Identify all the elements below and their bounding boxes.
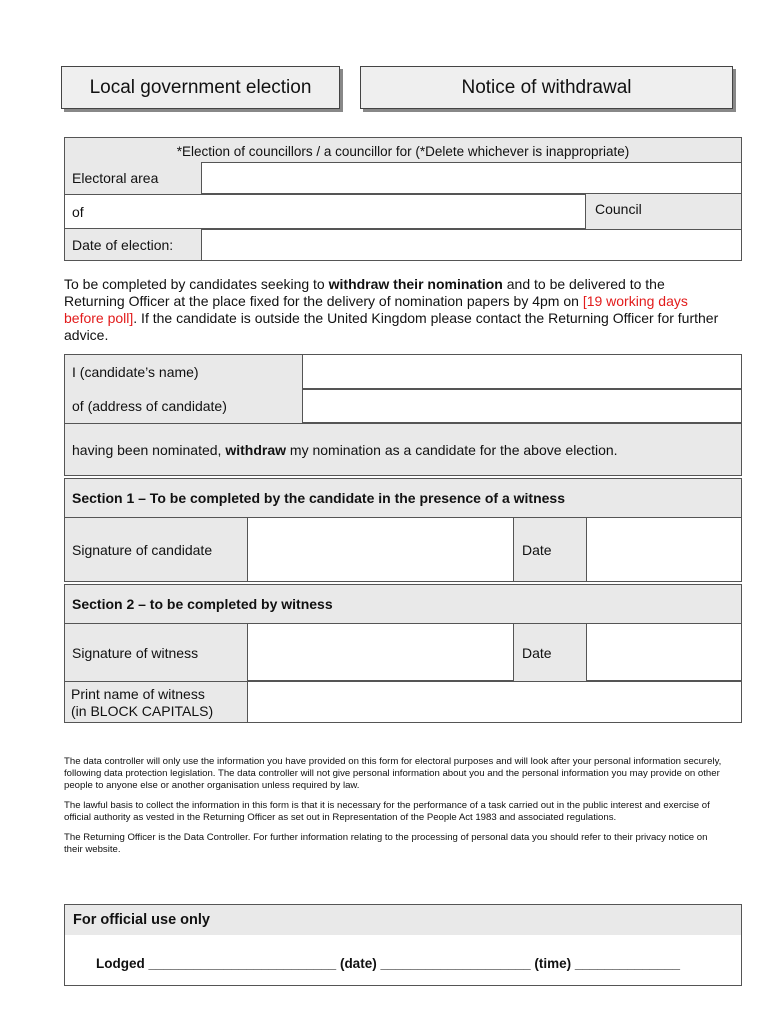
instructions-bold: withdraw their nomination [328, 276, 503, 292]
official-use-title: For official use only [65, 905, 741, 935]
section2-title: Section 2 – to be completed by witness [72, 595, 333, 612]
candidate-address-field[interactable] [302, 389, 742, 423]
section1-date-label: Date [514, 517, 586, 582]
electoral-area-label: Electoral area [72, 170, 159, 186]
date-of-election-label: Date of election: [72, 237, 174, 253]
privacy-paragraph-1: The data controller will only use the information you have provided on this form for electoral purposes and will look after your personal information securely, following data protection legislation. The data controller will not give personal information about you and the personal information you may provide on other people to anyone else or another organisation unless required by law. [64, 756, 722, 791]
privacy-paragraph-2: The lawful basis to collect the information in this form is that it is necessary for the performance of a task carried out in the public interest and exercise of official authority as vested in the Returning Officer as set out in Representation of the People Act 1983 and associated regulations. [64, 800, 710, 823]
instructions-part1: To be completed by candidates seeking to [64, 276, 329, 292]
privacy-paragraph-3: The Returning Officer is the Data Controller. For further information relating to the processing of personal data you should refer to their privacy notice on their website. [64, 832, 708, 855]
of-label: of [72, 203, 84, 220]
lodged-line: Lodged _________________________ (date) ____________________ (time) ______________ [96, 956, 680, 971]
form-title: Notice of withdrawal [461, 76, 632, 98]
instructions-part2: and to be delivered to the Returning Officer at the place fixed for the delivery of nomination papers by 4pm on [64, 276, 665, 309]
witness-print-name-label [64, 681, 247, 723]
section2-date-label: Date [514, 623, 586, 681]
election-heading: *Election of councillors / a councillor for (*Delete whichever is inappropriate) [176, 144, 630, 159]
witness-signature-field[interactable] [247, 623, 514, 681]
section1-title: Section 1 – To be completed by the candidate in the presence of a witness [72, 489, 565, 506]
witness-print-name-field[interactable] [247, 681, 742, 723]
header-left-title-box [61, 66, 340, 109]
election-type-title: Local government election [89, 76, 312, 98]
candidate-name-field[interactable] [302, 354, 742, 389]
withdrawal-statement [64, 423, 742, 476]
council-label: Council [595, 201, 642, 217]
header-right-title-box [360, 66, 733, 109]
statement-post: my nomination as a candidate for the above election. [286, 442, 618, 458]
candidate-signature-field[interactable] [247, 517, 514, 582]
candidate-address-label: of (address of candidate) [72, 398, 227, 414]
statement-pre: having been nominated, [72, 442, 226, 458]
witness-signature-label: Signature of witness [64, 623, 247, 681]
print-name-line1: Print name of witness [71, 686, 205, 702]
print-name-line2: (in BLOCK CAPITALS) [71, 703, 214, 719]
instructions-deadline: [19 working days before poll] [64, 293, 688, 326]
section1-date-field[interactable] [586, 517, 742, 582]
privacy-notice [64, 756, 724, 856]
statement-bold: withdraw [225, 442, 287, 458]
candidate-name-label: I (candidate’s name) [72, 363, 199, 380]
section2-date-field[interactable] [586, 623, 742, 681]
electoral-area-field[interactable] [201, 162, 742, 194]
instructions-paragraph [64, 276, 724, 344]
council-name-field[interactable] [64, 194, 586, 229]
date-of-election-field[interactable] [201, 229, 742, 261]
candidate-signature-label: Signature of candidate [64, 517, 247, 582]
instructions-part3: . If the candidate is outside the United Kingdom please contact the Returning Officer for further advice. [64, 310, 719, 343]
